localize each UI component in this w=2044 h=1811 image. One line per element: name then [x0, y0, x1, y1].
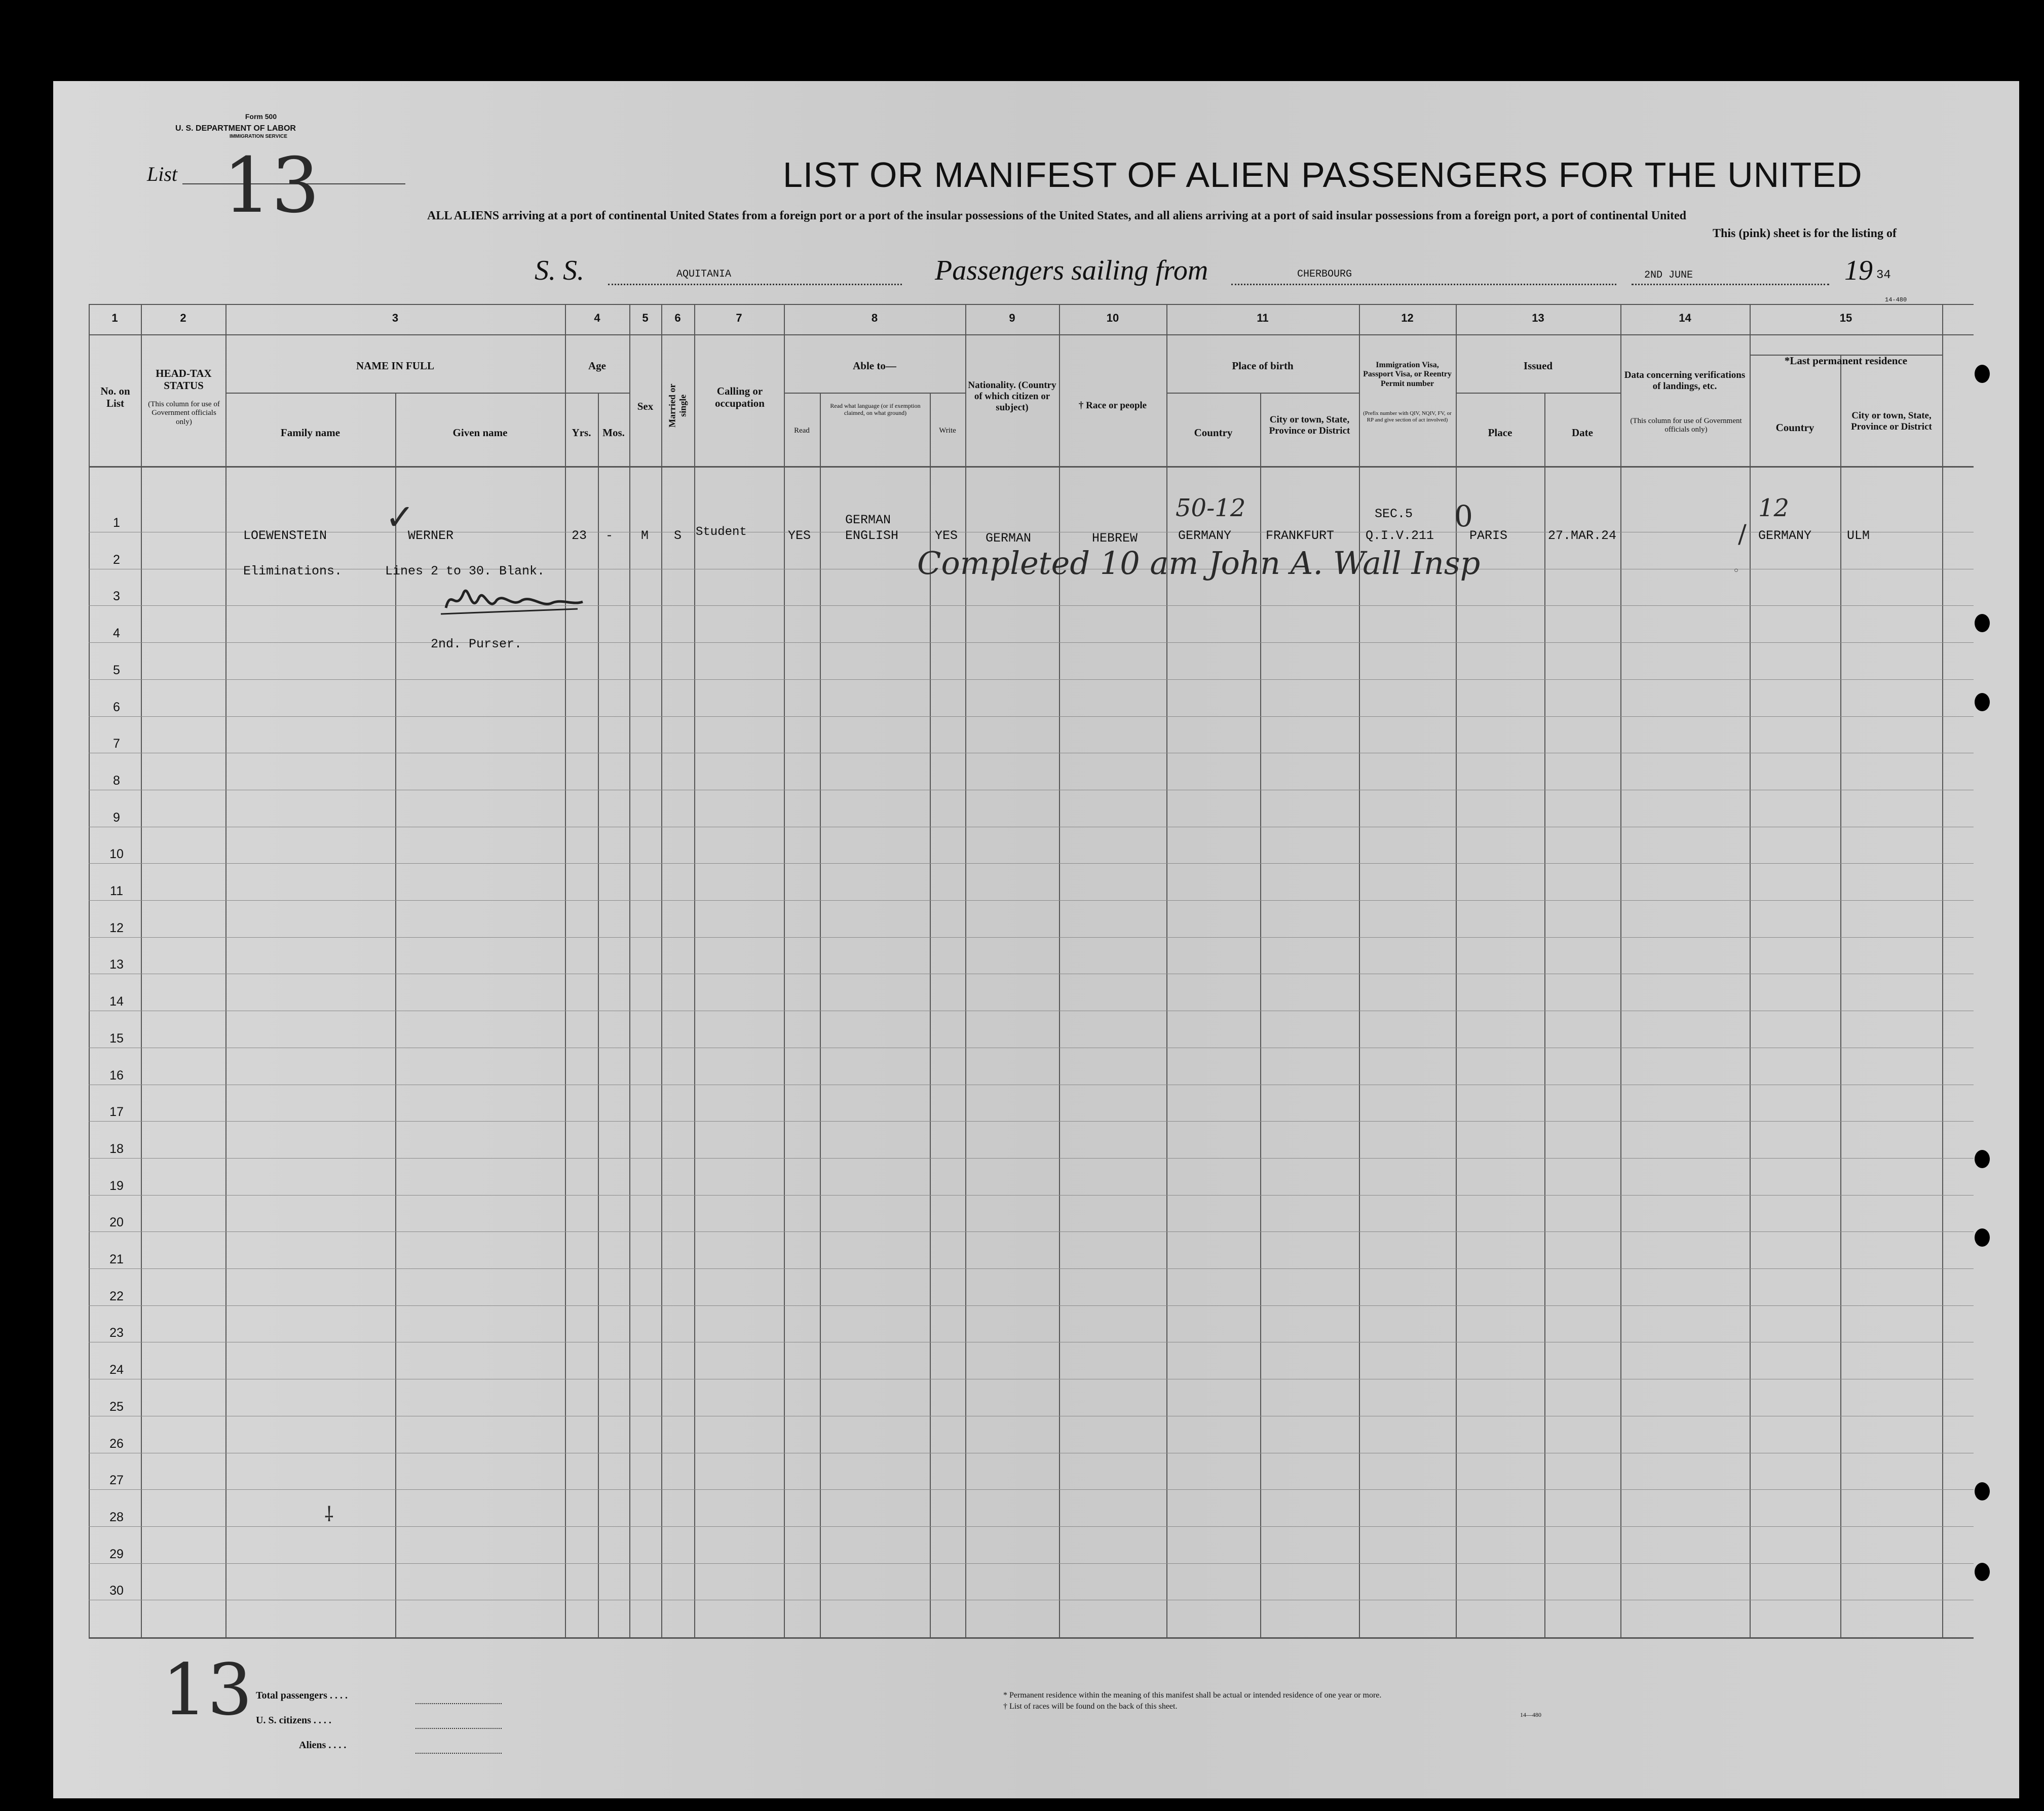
footer-total-passengers: Total passengers . . . .	[256, 1690, 348, 1701]
issued-subheader-line	[1456, 393, 1620, 394]
able-subheader-line	[784, 393, 965, 394]
passenger-read: YES	[788, 528, 811, 543]
row-number: 17	[109, 1105, 124, 1120]
passenger-birth-country: GERMANY	[1178, 528, 1232, 543]
punch-hole	[1975, 1150, 1990, 1168]
row-line	[89, 863, 1974, 864]
passenger-family-name: LOEWENSTEIN	[243, 528, 327, 543]
header-bottom-line	[89, 466, 1974, 468]
form-number: Form 500	[245, 112, 277, 121]
col-line	[694, 304, 695, 1639]
passenger-language-2: ENGLISH	[845, 528, 899, 543]
row-number: 10	[109, 847, 124, 862]
punch-hole	[1975, 693, 1990, 711]
col-line	[1544, 393, 1545, 1639]
row-number: 28	[109, 1510, 124, 1524]
passenger-visa-section: SEC.5	[1375, 507, 1413, 521]
col-line	[1166, 304, 1167, 1639]
year-suffix: 34	[1876, 268, 1891, 282]
header-read-language: Read what language (or if exemption claimed, on what ground)	[830, 402, 921, 416]
punch-hole	[1975, 365, 1990, 383]
row-line	[89, 1231, 1974, 1232]
eliminations-label: Eliminations.	[243, 564, 343, 579]
column-number: 10	[1106, 312, 1119, 324]
list-label: List	[147, 163, 178, 185]
column-number: 12	[1401, 312, 1414, 324]
column-number: 7	[736, 312, 742, 324]
sailing-date: 2ND JUNE	[1644, 269, 1693, 281]
purser-title: 2nd. Purser.	[431, 637, 522, 651]
punch-hole	[1975, 1563, 1990, 1581]
row-number: 16	[109, 1068, 124, 1083]
handwritten-slash: /	[1738, 519, 1747, 549]
handwritten-code-2: 12	[1758, 494, 1790, 522]
col-line	[598, 393, 599, 1639]
row-number: 6	[113, 700, 120, 714]
handwritten-code: 50-12	[1176, 494, 1246, 522]
col-line	[395, 393, 396, 1639]
stray-mark: ◦	[1733, 565, 1739, 577]
col-line	[1059, 304, 1060, 1639]
port-underline	[1231, 284, 1616, 285]
header-issued-date: Date	[1572, 427, 1593, 439]
footer-aliens: Aliens . . . .	[299, 1740, 347, 1751]
col-line	[141, 304, 142, 1639]
row-line	[89, 1489, 1974, 1490]
passenger-issued-place: PARIS	[1469, 528, 1508, 543]
eliminations-text: Lines 2 to 30. Blank.	[385, 564, 545, 579]
subtitle-line-2: This (pink) sheet is for the listing of	[1713, 227, 1897, 240]
row-line	[89, 1195, 1974, 1196]
passenger-sex: M	[641, 528, 649, 543]
year-prefix: 19	[1844, 255, 1873, 286]
column-number: 3	[392, 312, 399, 324]
row-number: 12	[109, 920, 124, 935]
header-read: Read	[794, 427, 810, 435]
header-sex: Sex	[637, 400, 654, 412]
row-number: 2	[113, 552, 120, 567]
row-line	[89, 642, 1974, 643]
row-number: 5	[113, 663, 120, 677]
row-number: 29	[109, 1547, 124, 1561]
col-line	[1359, 304, 1360, 1639]
ship-name: AQUITANIA	[676, 268, 732, 280]
punch-hole	[1975, 614, 1990, 632]
row-number: 21	[109, 1252, 124, 1266]
completed-annotation: Completed 10 am John A. Wall Insp	[917, 545, 1481, 582]
form-code: 14-480	[1885, 296, 1907, 303]
footnote-residence: * Permanent residence within the meaning of this manifest shall be actual or intended residence of one year or more.	[1003, 1691, 1382, 1700]
row-line	[89, 937, 1974, 938]
row-number: 9	[113, 810, 120, 825]
row-line	[89, 716, 1974, 717]
column-number: 6	[674, 312, 681, 324]
row-number: 3	[113, 589, 120, 604]
footer-code: 14—480	[1520, 1711, 1541, 1718]
passenger-residence-city: ULM	[1847, 528, 1870, 543]
header-no-on-list: No. on List	[100, 385, 130, 410]
subtitle-line-1: ALL ALIENS arriving at a port of continental United States from a foreign port or a port of the insular possessions of the United States, and all aliens arriving at a port of said insular possessions from a foreign port, a port of continental United	[427, 209, 1686, 222]
row-number: 25	[109, 1399, 124, 1414]
header-issued: Issued	[1523, 360, 1553, 372]
column-number: 5	[642, 312, 649, 324]
header-calling: Calling or occupation	[714, 385, 765, 410]
footer-total-underline	[415, 1703, 502, 1704]
passenger-issued-date: 27.MAR.24	[1548, 528, 1617, 543]
col-line	[1620, 304, 1621, 1639]
row-number: 8	[113, 773, 120, 788]
punch-hole	[1975, 1228, 1990, 1247]
handwritten-zero: 0	[1454, 499, 1473, 533]
footer-citizens-underline	[415, 1728, 502, 1729]
column-number: 2	[180, 312, 186, 324]
passenger-nationality: GERMAN	[986, 531, 1032, 546]
table-top-line	[89, 304, 1974, 305]
header-data-note: (This column for use of Government officials only)	[1630, 417, 1742, 434]
sailing-label: Passengers sailing from	[935, 255, 1208, 286]
row-line	[89, 605, 1974, 606]
row-line	[89, 1158, 1974, 1159]
department-name: U. S. DEPARTMENT OF LABOR	[175, 124, 296, 133]
row-line	[89, 900, 1974, 901]
passenger-write: YES	[935, 528, 958, 543]
passenger-language-1: GERMAN	[845, 513, 891, 527]
col-line	[225, 304, 226, 1639]
column-number: 9	[1009, 312, 1015, 324]
footer-aliens-underline	[415, 1753, 502, 1754]
header-last-residence: *Last permanent residence	[1784, 355, 1908, 367]
header-nationality: Nationality. (Country of which citizen or subject)	[968, 380, 1056, 413]
col-line	[89, 304, 90, 1639]
passenger-given-name: WERNER	[408, 528, 454, 543]
header-data-concerning: Data concerning verifications of landings, etc.	[1624, 370, 1746, 392]
header-able-to: Able to—	[853, 360, 896, 372]
table-bottom-line	[89, 1637, 1974, 1639]
row-line	[89, 679, 1974, 680]
header-birth-country: Country	[1194, 427, 1233, 439]
header-yrs: Yrs.	[572, 427, 591, 439]
list-number-handwritten: 13	[223, 142, 320, 230]
header-name-in-full: NAME IN FULL	[356, 360, 434, 372]
row-number: 18	[109, 1141, 124, 1156]
column-number-line	[89, 334, 1974, 335]
col-line	[784, 304, 785, 1639]
header-age: Age	[588, 360, 606, 372]
column-number: 4	[594, 312, 600, 324]
purser-signature	[436, 577, 588, 631]
row-line	[89, 1121, 1974, 1122]
row-number: 13	[109, 957, 124, 972]
row-line	[89, 1305, 1974, 1306]
header-issued-place: Place	[1488, 427, 1512, 439]
passenger-occupation: Student	[696, 525, 747, 539]
row-number: 27	[109, 1473, 124, 1488]
row-number: 1	[113, 516, 120, 530]
row-number: 30	[109, 1584, 124, 1598]
col-line	[629, 304, 630, 1639]
footnote-races: † List of races will be found on the back of this sheet.	[1003, 1702, 1178, 1711]
row-number: 20	[109, 1215, 124, 1230]
stray-mark: ⸸	[324, 1503, 334, 1526]
row-number: 14	[109, 994, 124, 1009]
passenger-birth-city: FRANKFURT	[1266, 528, 1335, 543]
column-number: 8	[871, 312, 878, 324]
header-mos: Mos.	[602, 427, 625, 439]
column-number: 15	[1839, 312, 1852, 324]
column-number: 11	[1257, 312, 1269, 324]
passenger-age-mos: -	[605, 528, 614, 543]
header-place-of-birth: Place of birth	[1232, 360, 1294, 372]
header-family-name: Family name	[280, 427, 340, 439]
passenger-age-yrs: 23	[572, 528, 587, 543]
row-line	[89, 1268, 1974, 1269]
passenger-visa-number: Q.I.V.211	[1366, 528, 1434, 543]
page-title: LIST OR MANIFEST OF ALIEN PASSENGERS FOR THE UNITED	[783, 155, 1863, 195]
header-visa-note: (Prefix number with QIV, NQIV, FV, or RP and give section of act involved)	[1363, 410, 1452, 423]
col-line	[1750, 304, 1751, 1639]
footer-list-number: 13	[162, 1649, 253, 1731]
column-number: 1	[111, 312, 118, 324]
header-married: Married or single	[667, 383, 688, 428]
header-residence-country: Country	[1775, 421, 1814, 434]
header-birth-city: City or town, State, Province or District	[1269, 414, 1350, 436]
row-number: 22	[109, 1289, 124, 1303]
ship-underline	[608, 284, 902, 285]
manifest-sheet	[53, 81, 2019, 1798]
row-line	[89, 1526, 1974, 1527]
row-number: 26	[109, 1436, 124, 1451]
passenger-residence-country: GERMANY	[1758, 528, 1812, 543]
row-number: 7	[113, 737, 120, 751]
column-number: 14	[1679, 312, 1691, 324]
row-number: 24	[109, 1363, 124, 1377]
col-line	[1942, 304, 1943, 1639]
birth-subheader-line	[1166, 393, 1359, 394]
col-line	[1840, 355, 1841, 1639]
row-number: 11	[110, 884, 123, 898]
passenger-race: HEBREW	[1092, 531, 1138, 546]
signature-scribble	[436, 577, 588, 623]
col-line	[965, 304, 966, 1639]
check-mark: ✓	[385, 496, 415, 538]
header-head-tax-note: (This column for use of Government officials only)	[148, 400, 220, 426]
punch-hole	[1975, 1482, 1990, 1500]
header-given-name: Given name	[452, 427, 508, 439]
row-number: 19	[109, 1178, 124, 1193]
age-subheader-line	[565, 393, 629, 394]
row-line	[89, 1563, 1974, 1564]
header-race: † Race or people	[1078, 400, 1147, 411]
passenger-marital: S	[674, 528, 682, 543]
col-line	[820, 393, 821, 1639]
row-number: 4	[113, 626, 120, 641]
port-name: CHERBOURG	[1297, 268, 1352, 280]
header-residence-city: City or town, State, Province or District	[1851, 410, 1932, 432]
ss-label: S. S.	[535, 255, 584, 286]
column-number: 13	[1532, 312, 1544, 324]
row-number: 23	[109, 1326, 124, 1340]
service-name: IMMIGRATION SERVICE	[229, 134, 288, 139]
date-underline	[1632, 284, 1829, 285]
col-line	[661, 304, 662, 1639]
header-visa: Immigration Visa, Passport Visa, or Reentry Permit number	[1363, 361, 1452, 388]
col-line	[565, 304, 566, 1639]
header-write: Write	[939, 427, 956, 435]
row-number: 15	[109, 1031, 124, 1046]
header-head-tax: HEAD-TAX STATUS	[156, 367, 212, 392]
footer-us-citizens: U. S. citizens . . . .	[256, 1715, 331, 1726]
